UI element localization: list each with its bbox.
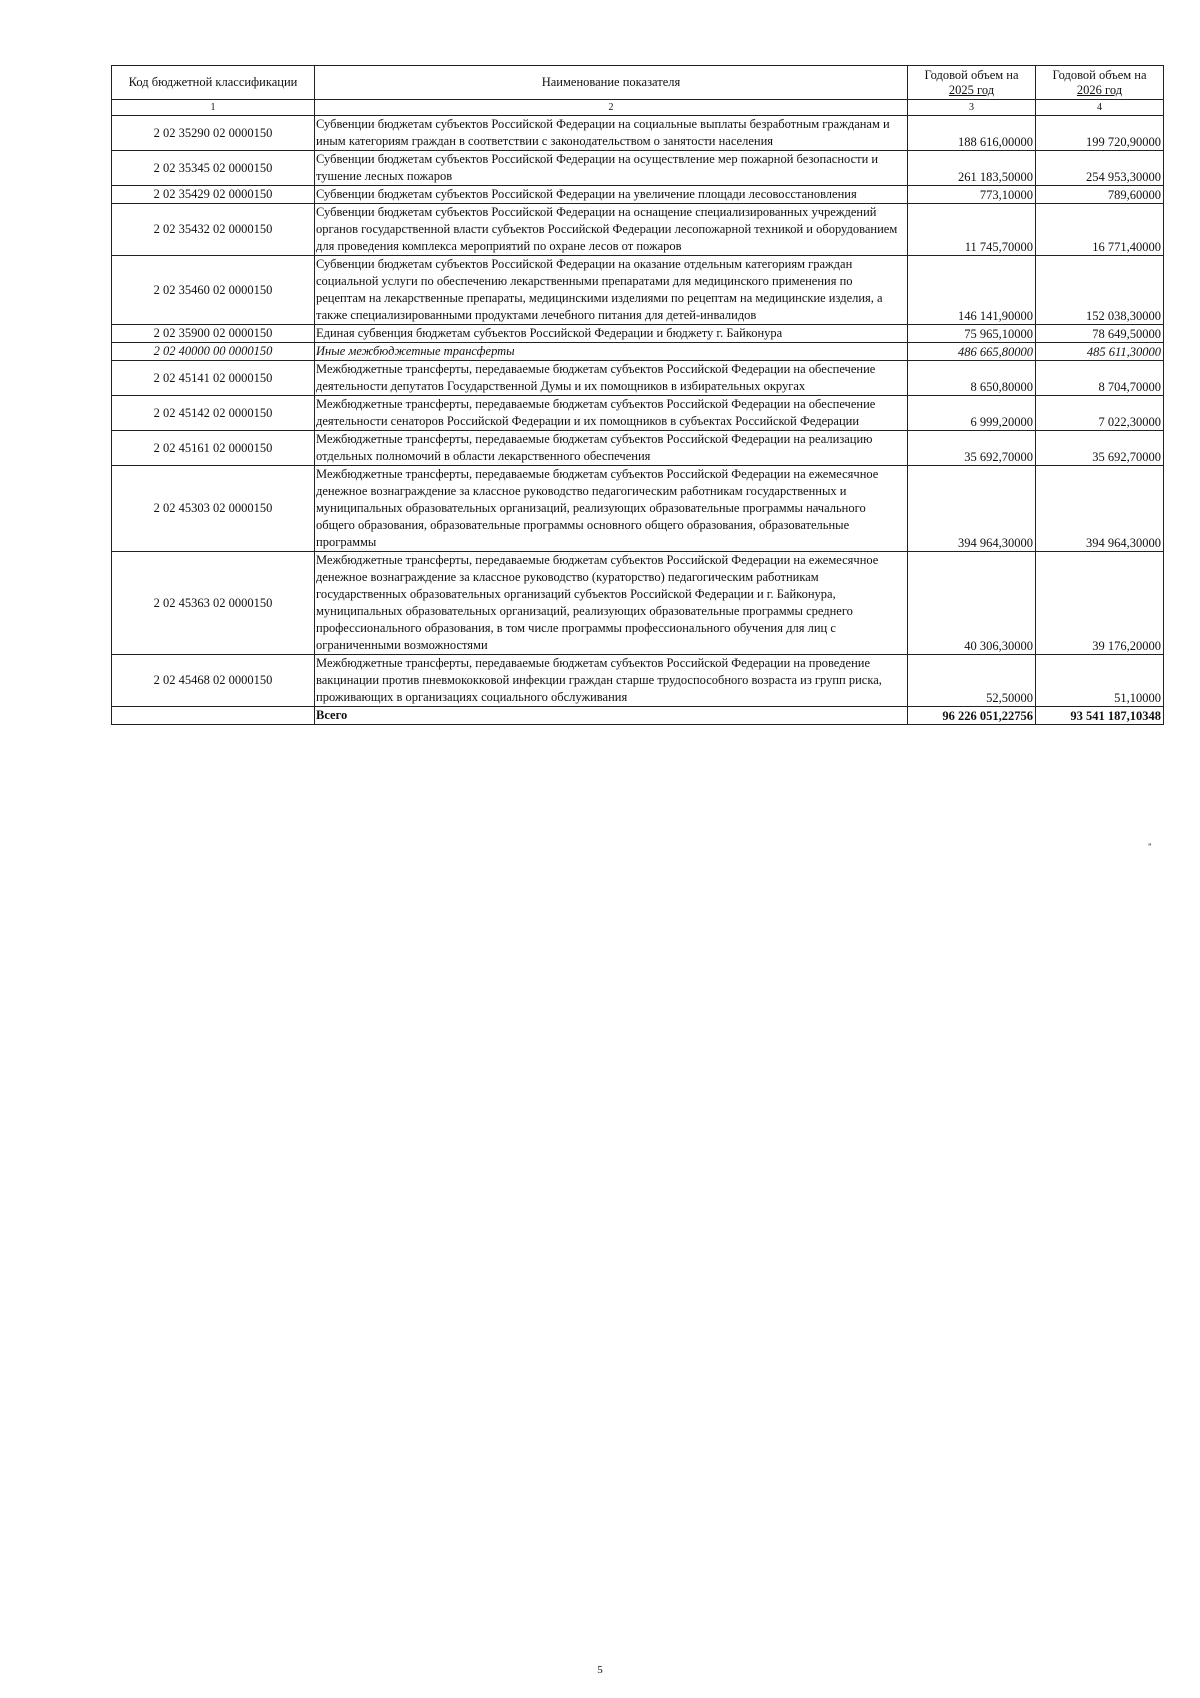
row-name: Межбюджетные трансферты, передаваемые бюджетам субъектов Российской Федерации на обеспечение деятельности депутатов Государственной Думы и их помощников в избирательных округах <box>315 361 908 396</box>
row-code: 2 02 45161 02 0000150 <box>112 431 315 466</box>
row-value-2025: 486 665,80000 <box>908 343 1036 361</box>
row-value-2026: 789,60000 <box>1036 186 1164 204</box>
row-value-2026: 199 720,90000 <box>1036 116 1164 151</box>
row-name: Субвенции бюджетам субъектов Российской Федерации на оказание отдельным категориям граждан социальной услуги по обеспечению лекарственными препаратами для медицинского применения по рецептам на лекарственные препараты, медицинскими изделиями по рецептам на медицинские изделия, а также специализированными продуктами лечебного питания для детей-инвалидов <box>315 256 908 325</box>
header-name: Наименование показателя <box>315 66 908 100</box>
table-row <box>112 116 1164 151</box>
table-row <box>112 466 1164 552</box>
row-value-2026: 39 176,20000 <box>1036 552 1164 655</box>
table-row <box>112 431 1164 466</box>
row-code: 2 02 40000 00 0000150 <box>112 343 315 361</box>
table-row <box>112 256 1164 325</box>
closing-quote-mark: " <box>1148 842 1152 852</box>
table-row <box>112 151 1164 186</box>
table-row <box>112 361 1164 396</box>
row-value-2025: 35 692,70000 <box>908 431 1036 466</box>
total-value-2025: 96 226 051,22756 <box>908 707 1036 725</box>
column-index: 4 <box>1036 100 1164 116</box>
row-value-2026: 254 953,30000 <box>1036 151 1164 186</box>
table-row <box>112 325 1164 343</box>
column-index: 3 <box>908 100 1036 116</box>
page-number: 5 <box>597 1664 603 1676</box>
row-value-2025: 40 306,30000 <box>908 552 1036 655</box>
header-2025-line1: Годовой объем на <box>924 67 1019 82</box>
row-code: 2 02 35432 02 0000150 <box>112 204 315 256</box>
budget-table <box>111 65 1164 725</box>
row-value-2025: 6 999,20000 <box>908 396 1036 431</box>
header-row <box>112 66 1164 100</box>
row-value-2025: 146 141,90000 <box>908 256 1036 325</box>
row-name: Межбюджетные трансферты, передаваемые бюджетам субъектов Российской Федерации на обеспечение деятельности сенаторов Российской Федерации и их помощников в субъектах Российской Федерации <box>315 396 908 431</box>
row-code: 2 02 35290 02 0000150 <box>112 116 315 151</box>
row-code: 2 02 35900 02 0000150 <box>112 325 315 343</box>
row-value-2025: 11 745,70000 <box>908 204 1036 256</box>
row-name: Межбюджетные трансферты, передаваемые бюджетам субъектов Российской Федерации на проведение вакцинации против пневмококковой инфекции граждан старше трудоспособного возраста из групп риска, проживающих в организациях социального обслуживания <box>315 655 908 707</box>
table-row <box>112 204 1164 256</box>
header-2025-line2: 2025 год <box>948 82 995 97</box>
row-value-2026: 394 964,30000 <box>1036 466 1164 552</box>
row-code: 2 02 35460 02 0000150 <box>112 256 315 325</box>
row-value-2026: 78 649,50000 <box>1036 325 1164 343</box>
row-name: Иные межбюджетные трансферты <box>315 343 908 361</box>
row-name: Межбюджетные трансферты, передаваемые бюджетам субъектов Российской Федерации на ежемесячное денежное вознаграждение за классное руководство педагогическим работникам государственных и муниципальных образовательных организаций, реализующих образовательные программы начального общего образования, образовательные программы основного общего образования, образовательные программы <box>315 466 908 552</box>
row-code: 2 02 45363 02 0000150 <box>112 552 315 655</box>
table-row <box>112 186 1164 204</box>
row-code: 2 02 45468 02 0000150 <box>112 655 315 707</box>
column-index: 1 <box>112 100 315 116</box>
total-label: Всего <box>315 707 908 725</box>
total-code-empty <box>112 707 315 725</box>
row-value-2025: 52,50000 <box>908 655 1036 707</box>
row-code: 2 02 35429 02 0000150 <box>112 186 315 204</box>
row-code: 2 02 45142 02 0000150 <box>112 396 315 431</box>
row-code: 2 02 45303 02 0000150 <box>112 466 315 552</box>
header-2026-line1: Годовой объем на <box>1052 67 1147 82</box>
header-code: Код бюджетной классификации <box>112 66 315 100</box>
row-value-2026: 485 611,30000 <box>1036 343 1164 361</box>
column-index: 2 <box>315 100 908 116</box>
row-value-2025: 8 650,80000 <box>908 361 1036 396</box>
header-2025 <box>908 66 1036 100</box>
row-name: Субвенции бюджетам субъектов Российской Федерации на социальные выплаты безработным гражданам и иным категориям граждан в соответствии с законодательством о занятости населения <box>315 116 908 151</box>
row-value-2025: 188 616,00000 <box>908 116 1036 151</box>
table-body <box>112 116 1164 725</box>
row-name: Субвенции бюджетам субъектов Российской Федерации на увеличение площади лесовосстановления <box>315 186 908 204</box>
row-name: Субвенции бюджетам субъектов Российской Федерации на оснащение специализированных учреждений органов государственной власти субъектов Российской Федерации лесопожарной техникой и оборудованием для проведения комплекса мероприятий по охране лесов от пожаров <box>315 204 908 256</box>
row-value-2026: 35 692,70000 <box>1036 431 1164 466</box>
row-value-2026: 16 771,40000 <box>1036 204 1164 256</box>
table-row <box>112 552 1164 655</box>
row-name: Межбюджетные трансферты, передаваемые бюджетам субъектов Российской Федерации на ежемесячное денежное вознаграждение за классное руководство (кураторство) педагогическим работникам государственных образовательных организаций субъектов Российской Федерации и г. Байконура, муниципальных образовательных организаций, реализующих образовательные программы среднего профессионального образования, в том числе программы профессионального обучения для лиц с ограниченными возможностями <box>315 552 908 655</box>
row-value-2025: 773,10000 <box>908 186 1036 204</box>
row-value-2025: 394 964,30000 <box>908 466 1036 552</box>
row-name: Субвенции бюджетам субъектов Российской Федерации на осуществление мер пожарной безопасности и тушение лесных пожаров <box>315 151 908 186</box>
column-index-row <box>112 100 1164 116</box>
row-value-2026: 51,10000 <box>1036 655 1164 707</box>
row-value-2025: 75 965,10000 <box>908 325 1036 343</box>
row-value-2026: 152 038,30000 <box>1036 256 1164 325</box>
table-row <box>112 396 1164 431</box>
header-2026-line2: 2026 год <box>1076 82 1123 97</box>
row-value-2026: 8 704,70000 <box>1036 361 1164 396</box>
row-code: 2 02 35345 02 0000150 <box>112 151 315 186</box>
row-value-2025: 261 183,50000 <box>908 151 1036 186</box>
table-row <box>112 655 1164 707</box>
table-header <box>112 66 1164 116</box>
total-row <box>112 707 1164 725</box>
row-value-2026: 7 022,30000 <box>1036 396 1164 431</box>
row-name: Единая субвенция бюджетам субъектов Российской Федерации и бюджету г. Байконура <box>315 325 908 343</box>
table-row <box>112 343 1164 361</box>
total-value-2026: 93 541 187,10348 <box>1036 707 1164 725</box>
header-2026 <box>1036 66 1164 100</box>
row-name: Межбюджетные трансферты, передаваемые бюджетам субъектов Российской Федерации на реализацию отдельных полномочий в области лекарственного обеспечения <box>315 431 908 466</box>
row-code: 2 02 45141 02 0000150 <box>112 361 315 396</box>
